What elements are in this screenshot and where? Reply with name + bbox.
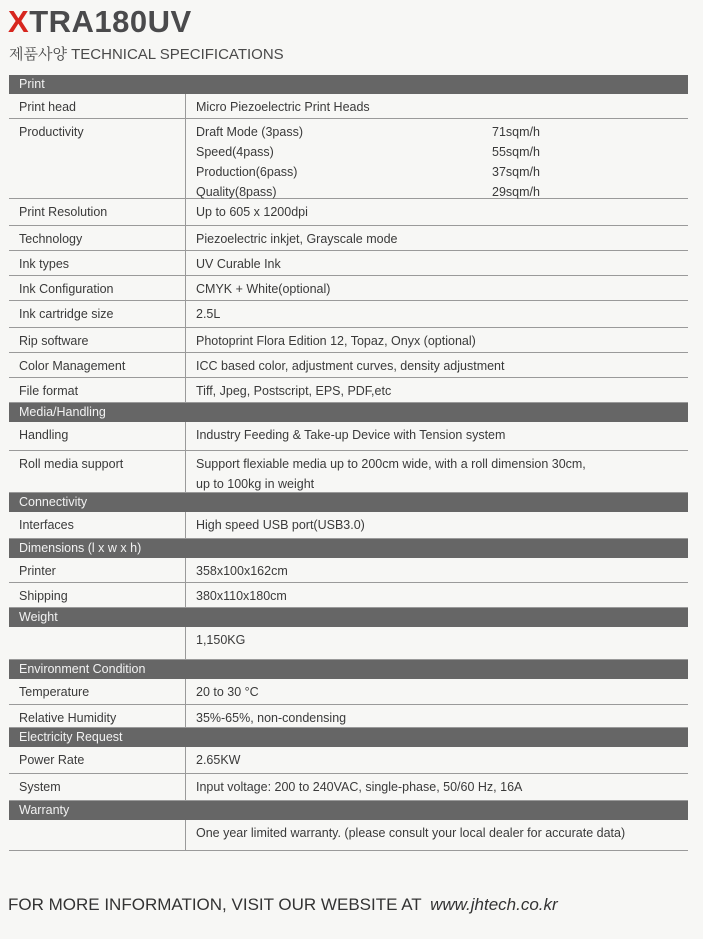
spec-label: Power Rate: [9, 747, 186, 773]
spec-value: [186, 199, 688, 225]
spec-value: [186, 94, 688, 118]
spec-row: [9, 679, 688, 705]
spec-label: File format: [9, 378, 186, 402]
print-mode: Quality(8pass): [196, 185, 277, 199]
spec-value-line: ICC based color, adjustment curves, density adjustment: [196, 359, 505, 373]
spec-label: Printer: [9, 558, 186, 582]
spec-label: Color Management: [9, 353, 186, 377]
spec-table: [9, 75, 688, 851]
spec-value: [186, 558, 688, 582]
spec-value-line: UV Curable Ink: [196, 257, 281, 271]
spec-value: [186, 583, 688, 607]
spec-row: [9, 512, 688, 539]
print-mode: Speed(4pass): [196, 145, 274, 159]
spec-value-line: One year limited warranty. (please consult your local dealer for accurate data): [196, 826, 626, 840]
spec-row: [9, 705, 688, 728]
spec-row: [9, 226, 688, 251]
section-header: Dimensions (l x w x h): [9, 539, 688, 558]
spec-value-line: 35%-65%, non-condensing: [196, 711, 347, 725]
spec-label: [9, 820, 186, 850]
print-rate: 29sqm/h: [492, 185, 540, 199]
productivity-line: [196, 162, 688, 182]
spec-value: [186, 512, 688, 538]
spec-value-line: 380x110x180cm: [196, 589, 287, 603]
footer-text: FOR MORE INFORMATION, VISIT OUR WEBSITE AT: [8, 895, 422, 914]
spec-row: [9, 378, 688, 403]
spec-value: [186, 276, 688, 300]
section-header: Connectivity: [9, 493, 688, 512]
spec-value: [186, 378, 688, 402]
section-header: Media/Handling: [9, 403, 688, 422]
spec-value: [186, 328, 688, 352]
spec-value-line: 2.65KW: [196, 753, 241, 767]
spec-value: [186, 119, 688, 198]
print-mode: Production(6pass): [196, 165, 298, 179]
spec-value: [186, 679, 688, 704]
spec-row: [9, 583, 688, 608]
print-rate: 71sqm/h: [492, 125, 540, 139]
spec-value-line: Tiff, Jpeg, Postscript, EPS, PDF,etc: [196, 384, 392, 398]
spec-row: [9, 251, 688, 276]
spec-value-line: Up to 605 x 1200dpi: [196, 205, 308, 219]
spec-row: [9, 353, 688, 378]
spec-row: [9, 820, 688, 851]
spec-value: [186, 226, 688, 250]
spec-row: [9, 422, 688, 451]
print-rate: 55sqm/h: [492, 145, 540, 159]
spec-row: [9, 558, 688, 583]
spec-row: [9, 774, 688, 801]
spec-row: [9, 94, 688, 119]
spec-value-line: Piezoelectric inkjet, Grayscale mode: [196, 232, 398, 246]
spec-label: Technology: [9, 226, 186, 250]
spec-value-line: up to 100kg in weight: [196, 477, 315, 491]
spec-label: System: [9, 774, 186, 800]
spec-value: [186, 451, 688, 492]
spec-value-line: CMYK + White(optional): [196, 282, 331, 296]
spec-value-line: Support flexiable media up to 200cm wide, with a roll dimension 30cm,: [196, 457, 586, 471]
spec-label: Ink cartridge size: [9, 301, 186, 327]
section-header: Print: [9, 75, 688, 94]
spec-row: [9, 627, 688, 660]
spec-value-line: 2.5L: [196, 307, 221, 321]
spec-label: Shipping: [9, 583, 186, 607]
spec-label: [9, 627, 186, 659]
spec-value-line: Micro Piezoelectric Print Heads: [196, 100, 370, 114]
spec-label: Handling: [9, 422, 186, 450]
section-header: Weight: [9, 608, 688, 627]
spec-row: [9, 276, 688, 301]
spec-row: [9, 747, 688, 774]
spec-value-line: 20 to 30 °C: [196, 685, 259, 699]
spec-label: Ink Configuration: [9, 276, 186, 300]
spec-value-line: Industry Feeding & Take-up Device with Tension system: [196, 428, 506, 442]
spec-value: [186, 251, 688, 275]
spec-value-line: Photoprint Flora Edition 12, Topaz, Onyx (optional): [196, 334, 476, 348]
spec-row: [9, 328, 688, 353]
productivity-line: [196, 142, 688, 162]
page-subtitle: 제품사양 TECHNICAL SPECIFICATIONS: [9, 46, 284, 63]
spec-label: Relative Humidity: [9, 705, 186, 727]
spec-value: [186, 820, 688, 850]
spec-row: [9, 451, 688, 493]
spec-value: [186, 353, 688, 377]
spec-value-line: Input voltage: 200 to 240VAC, single-phase, 50/60 Hz, 16A: [196, 780, 523, 794]
spec-value-line: 1,150KG: [196, 633, 246, 647]
spec-row: [9, 119, 688, 199]
spec-value-line: High speed USB port(USB3.0): [196, 518, 365, 532]
title-initial: X: [8, 4, 30, 39]
spec-label: Ink types: [9, 251, 186, 275]
title-rest: TRA180UV: [29, 4, 192, 39]
section-header: Warranty: [9, 801, 688, 820]
spec-value: [186, 774, 688, 800]
print-mode: Draft Mode (3pass): [196, 125, 303, 139]
spec-label: Rip software: [9, 328, 186, 352]
product-title: [8, 4, 192, 40]
section-header: Environment Condition: [9, 660, 688, 679]
spec-label: Productivity: [9, 119, 186, 198]
print-rate: 37sqm/h: [492, 165, 540, 179]
spec-value: [186, 747, 688, 773]
spec-label: Print head: [9, 94, 186, 118]
productivity-line: [196, 122, 688, 142]
spec-value: [186, 705, 688, 727]
footer: [8, 895, 558, 915]
spec-value: [186, 301, 688, 327]
spec-value-line: 358x100x162cm: [196, 564, 288, 578]
spec-label: Roll media support: [9, 451, 186, 492]
spec-label: Interfaces: [9, 512, 186, 538]
website-link[interactable]: www.jhtech.co.kr: [430, 895, 558, 914]
spec-row: [9, 301, 688, 328]
spec-value: [186, 422, 688, 450]
spec-row: [9, 199, 688, 226]
section-header: Electricity Request: [9, 728, 688, 747]
spec-label: Temperature: [9, 679, 186, 704]
spec-label: Print Resolution: [9, 199, 186, 225]
spec-value: [186, 627, 688, 659]
